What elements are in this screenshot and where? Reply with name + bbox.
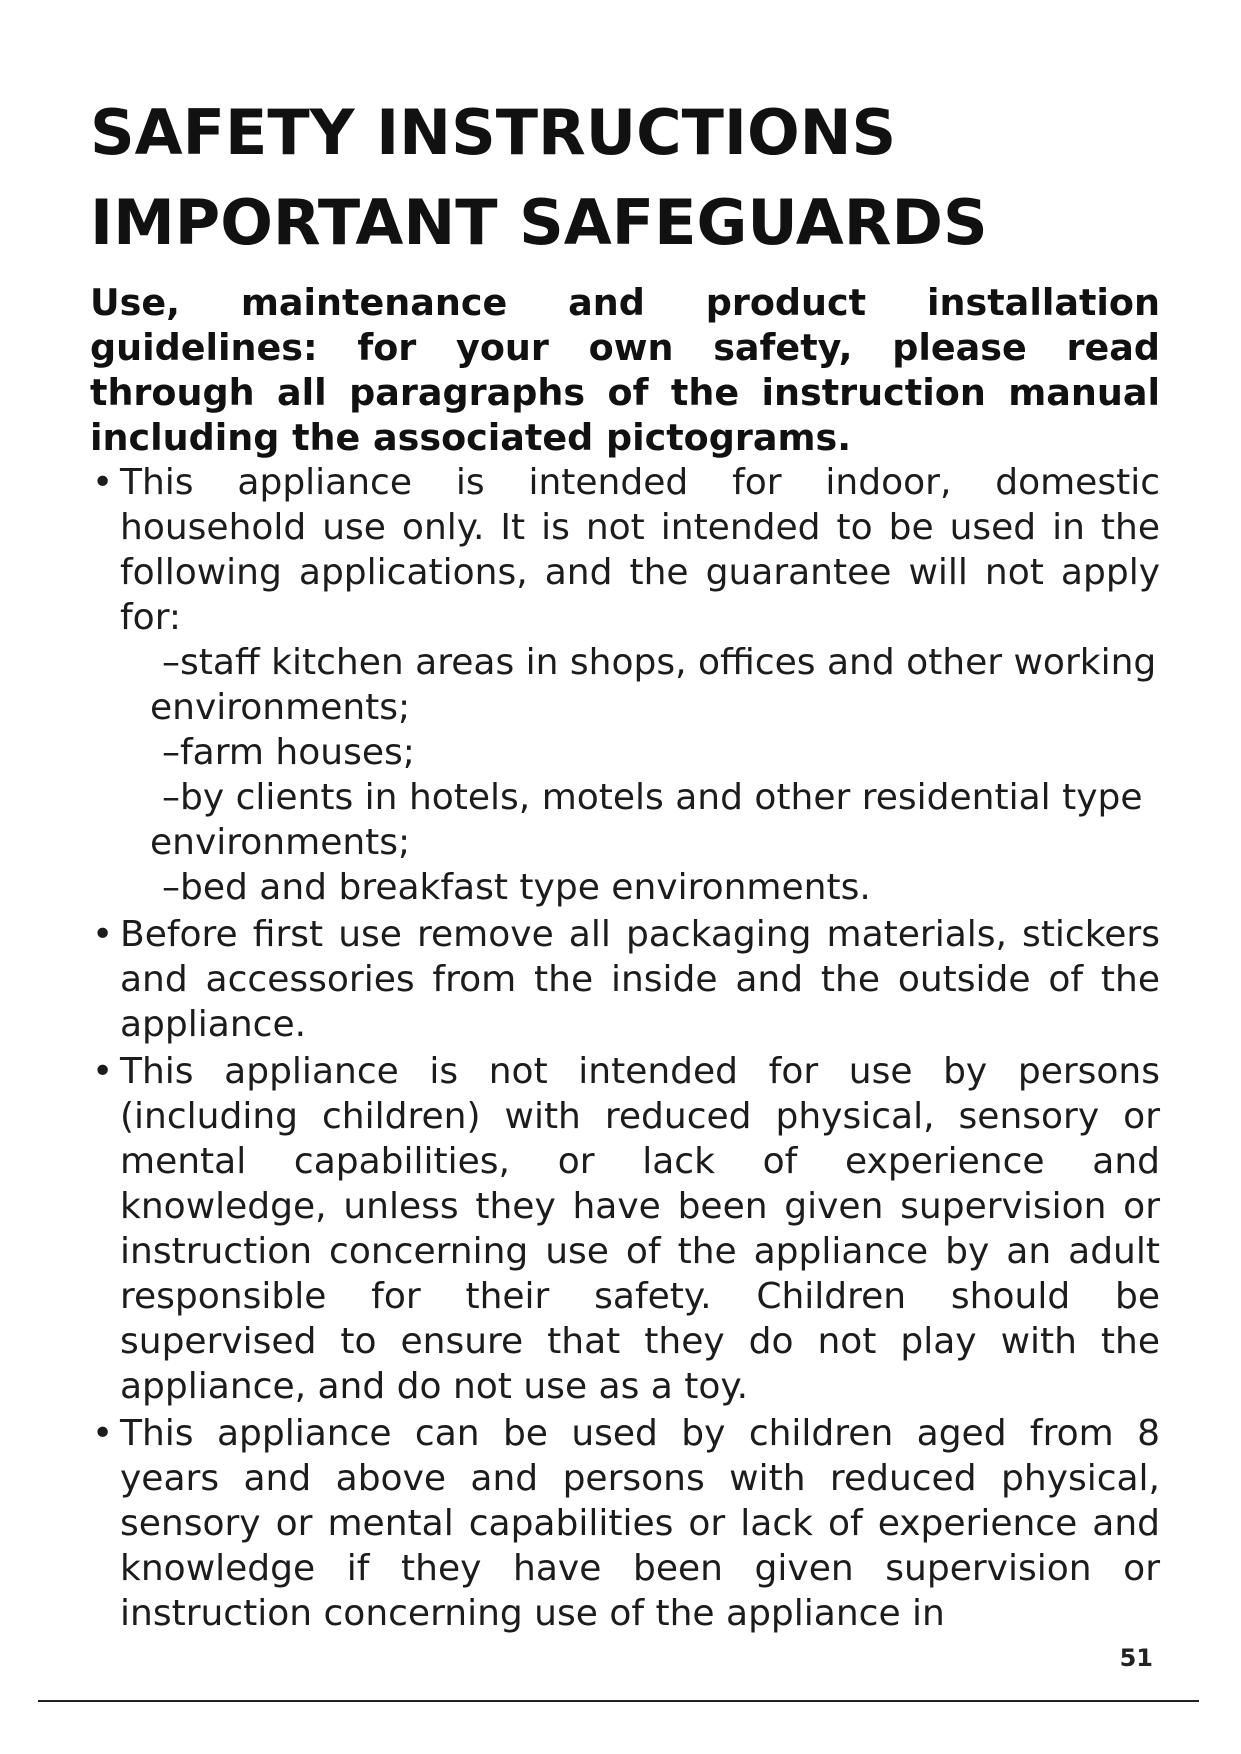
safety-bullet-list — [90, 460, 1180, 1636]
bullet-item-1 — [90, 460, 1180, 910]
bullet-dot-icon: • — [92, 914, 114, 955]
bullet-dot-icon: • — [92, 1413, 114, 1454]
intro-paragraph: Use, maintenance and product installation guidelines: for your own safety, please read through all paragraphs of the instruction manual including the associated pictograms. — [90, 281, 1160, 459]
footer-divider — [38, 1700, 1199, 1702]
sub-item-2: –farm houses; — [162, 732, 415, 773]
bullet-item-3 — [90, 1049, 1180, 1409]
bullet-item-2 — [90, 912, 1180, 1047]
page-number: 51 — [1119, 1644, 1153, 1672]
bullet-dot-icon: • — [92, 462, 114, 503]
sub-item-3: –by clients in hotels, motels and other residential type environments; — [150, 777, 1143, 863]
title-line-1: SAFETY INSTRUCTIONS — [90, 96, 897, 169]
bullet-text-4: This appliance can be used by children aged from 8 years and above and persons with reduced physical, sensory or mental capabilities or lack of experience and knowledge if they have been given supervision or instruction concerning use of the appliance in — [120, 1413, 1160, 1634]
sub-item-1: –staff kitchen areas in shops, offices and other working environments; — [150, 642, 1157, 728]
page-title — [90, 88, 1190, 268]
bullet-item-4 — [90, 1411, 1180, 1636]
excluded-applications-list — [120, 640, 1180, 910]
document-page — [90, 88, 1190, 1638]
bullet-text-2: Before first use remove all packaging materials, stickers and accessories from the inside and the outside of the appliance. — [120, 914, 1160, 1045]
bullet-text-3: This appliance is not intended for use by persons (including children) with reduced physical, sensory or mental capabilities, or lack of experience and knowledge, unless they have been given supervision or instruction concerning use of the appliance by an adult responsible for their safety. Children should be supervised to ensure that they do not play with the appliance, and do not use as a toy. — [120, 1051, 1160, 1407]
bullet-dot-icon: • — [92, 1051, 114, 1092]
sub-item-4: –bed and breakfast type environments. — [162, 867, 871, 908]
title-line-2: IMPORTANT SAFEGUARDS — [90, 186, 988, 259]
bullet-text-1: This appliance is intended for indoor, domestic household use only. It is not intended to be used in the following applications, and the guarantee will not apply for: — [120, 462, 1160, 638]
